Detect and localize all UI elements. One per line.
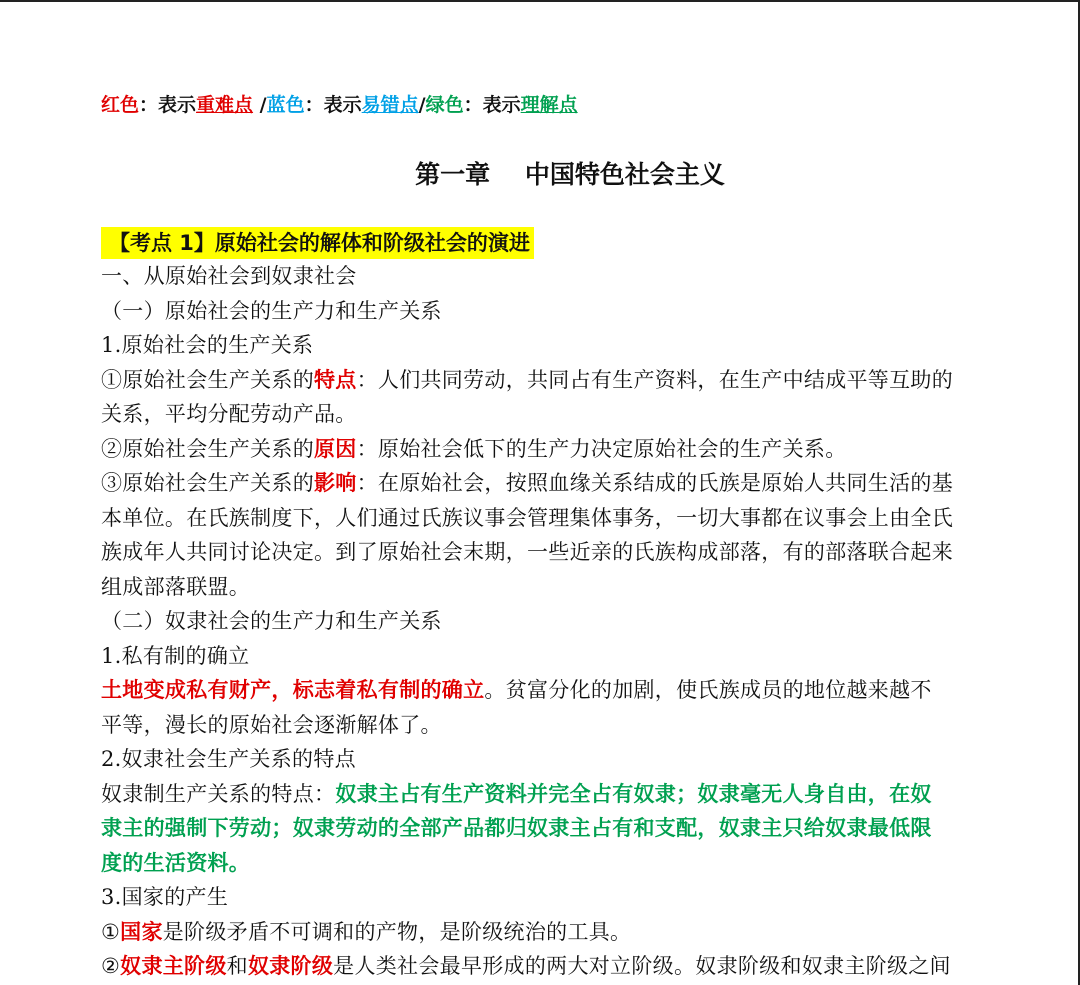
text-run: 是人类社会最早形成的两大对立阶级。奴隶阶级和奴隶主阶级之间 — [333, 954, 951, 978]
paragraph-line: 关系，平均分配劳动产品。 — [101, 402, 357, 426]
text-run: ② — [101, 954, 121, 978]
text-run: 和 — [226, 954, 248, 978]
paragraph-line: 族成年人共同讨论决定。到了原始社会末期，一些近亲的氏族构成部落，有的部落联合起来 — [101, 540, 953, 564]
paragraph-line — [101, 949, 1023, 984]
key-sentence: 土地变成私有财产，标志着私有制的确立 — [101, 678, 485, 702]
legend-red-desc: ：表示 — [139, 94, 197, 116]
paragraph-line: 组成部落联盟。 — [101, 574, 251, 599]
legend-sep-1: / — [253, 94, 267, 116]
text-run: ① — [101, 919, 121, 944]
point-heading: 1.原始社会的生产关系 — [101, 333, 314, 357]
text-run: 奴隶制生产关系的特点： — [101, 781, 336, 806]
color-legend — [101, 90, 578, 117]
top-border — [0, 0, 1080, 2]
legend-blue-term: 易错点 — [361, 94, 419, 116]
text-run: ②原始社会生产关系的 — [101, 436, 314, 461]
paragraph-line — [101, 777, 1023, 812]
key-term: 影响 — [314, 471, 357, 495]
subsection-heading: （二）奴隶社会的生产力和生产关系 — [101, 609, 442, 633]
point-heading: 1.私有制的确立 — [101, 643, 250, 668]
paragraph-line: 本单位。在氏族制度下，人们通过氏族议事会管理集体事务，一切大事都在议事会上由全氏 — [101, 505, 953, 530]
paragraph-line — [101, 466, 1023, 501]
section-heading: 一、从原始社会到奴隶社会 — [101, 264, 357, 288]
legend-sep-2: / — [418, 94, 426, 116]
kaodian-heading: 【考点 1】原始社会的解体和阶级社会的演进 — [101, 227, 534, 259]
text-run: ①原始社会生产关系的 — [101, 367, 314, 392]
understanding-text: 奴隶主占有生产资料并完全占有奴隶；奴隶毫无人身自由，在奴 — [335, 781, 932, 806]
document-body — [101, 259, 1023, 984]
paragraph-line: 平等，漫长的原始社会逐渐解体了。 — [101, 712, 442, 737]
legend-green-label: 绿色 — [425, 94, 464, 116]
paragraph-line — [101, 915, 1023, 950]
text-run: ：在原始社会，按照血缘关系结成的氏族是原始人共同生活的基 — [356, 471, 954, 495]
understanding-line: 度的生活资料。 — [101, 850, 251, 875]
legend-red-term: 重难点 — [196, 94, 254, 116]
text-run: ：原始社会低下的生产力决定原始社会的生产关系。 — [356, 436, 847, 461]
understanding-line: 隶主的强制下劳动；奴隶劳动的全部产品都归奴隶主占有和支配，奴隶主只给奴隶最低限 — [101, 816, 932, 840]
subsection-heading: （一）原始社会的生产力和生产关系 — [101, 298, 442, 323]
text-run: 是阶级矛盾不可调和的产物，是阶级统治的工具。 — [162, 919, 632, 944]
legend-green-term: 理解点 — [520, 94, 578, 116]
legend-blue-label: 蓝色 — [266, 94, 305, 116]
text-run: ③原始社会生产关系的 — [101, 471, 314, 495]
paragraph-line — [101, 432, 1023, 467]
paragraph-line — [101, 673, 1023, 708]
text-run: ：人们共同劳动，共同占有生产资料，在生产中结成平等互助的 — [356, 367, 954, 392]
legend-blue-desc: ：表示 — [304, 94, 362, 116]
point-heading: 2.奴隶社会生产关系的特点 — [101, 747, 356, 771]
key-term: 奴隶主阶级 — [120, 954, 227, 978]
key-term: 特点 — [314, 367, 357, 392]
point-heading: 3.国家的产生 — [101, 885, 229, 909]
legend-red-label: 红色 — [101, 94, 140, 116]
legend-green-desc: ：表示 — [463, 94, 521, 116]
paragraph-line — [101, 363, 1023, 398]
text-run: 。贫富分化的加剧，使氏族成员的地位越来越不 — [484, 678, 932, 702]
chapter-title: 第一章 中国特色社会主义 — [415, 160, 725, 189]
key-term: 原因 — [314, 436, 357, 461]
key-term: 奴隶阶级 — [247, 954, 334, 978]
key-term: 国家 — [120, 919, 163, 944]
